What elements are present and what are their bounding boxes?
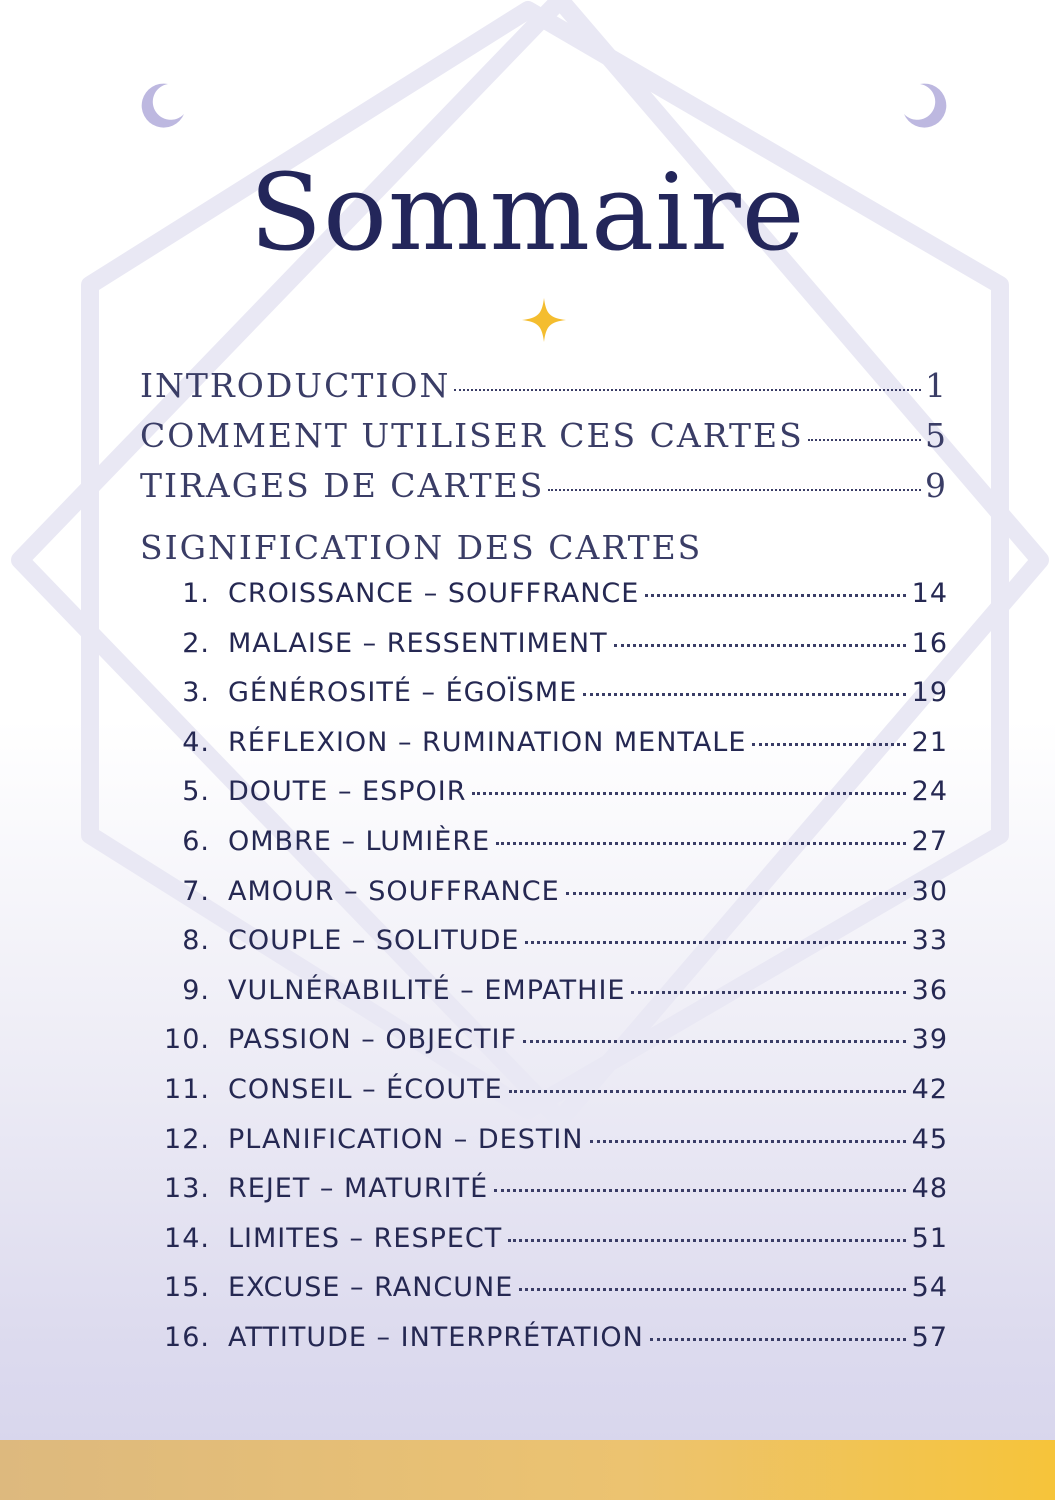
card-number: 7. — [182, 875, 210, 907]
toc-leader-dots — [472, 792, 905, 795]
card-label: REJET – MATURITÉ — [228, 1173, 489, 1205]
toc-card-entry[interactable] — [160, 1074, 948, 1124]
toc-leader-dots — [583, 693, 905, 696]
toc-entry-page: 1 — [925, 366, 948, 405]
toc-leader-dots — [509, 1090, 906, 1093]
toc-entry-label: TIRAGES DE CARTES — [140, 466, 545, 505]
card-label: MALAISE – RESSENTIMENT — [228, 627, 608, 659]
toc-card-entry[interactable] — [160, 1322, 948, 1372]
card-number: 3. — [182, 677, 210, 709]
toc-card-entry[interactable] — [160, 776, 948, 826]
toc-leader-dots — [454, 389, 921, 391]
card-page: 48 — [911, 1173, 948, 1205]
card-number: 9. — [182, 974, 210, 1006]
card-number: 12. — [164, 1123, 210, 1155]
crescent-moon-icon — [900, 80, 950, 130]
sparkle-star-icon — [520, 296, 568, 344]
toc-leader-dots — [590, 1140, 906, 1143]
toc-leader-dots — [519, 1288, 905, 1291]
card-page: 19 — [911, 677, 948, 709]
card-page: 54 — [911, 1272, 948, 1304]
card-number: 4. — [182, 726, 210, 758]
card-label: CONSEIL – ÉCOUTE — [228, 1073, 503, 1105]
card-page: 51 — [911, 1222, 948, 1254]
toc-card-entry[interactable] — [160, 1272, 948, 1322]
card-number: 6. — [182, 825, 210, 857]
toc-entry-label: INTRODUCTION — [140, 366, 451, 405]
toc-leader-dots — [631, 991, 905, 994]
card-page: 57 — [911, 1321, 948, 1353]
toc-card-entry[interactable] — [160, 1024, 948, 1074]
toc-entry-tirages[interactable] — [140, 466, 948, 516]
toc-card-entry[interactable] — [160, 876, 948, 926]
section-heading: SIGNIFICATION DES CARTES — [140, 528, 703, 567]
card-number: 14. — [164, 1222, 210, 1254]
toc-leader-dots — [548, 489, 921, 491]
card-number: 15. — [164, 1272, 210, 1304]
card-label: OMBRE – LUMIÈRE — [228, 825, 491, 857]
card-label: COUPLE – SOLITUDE — [228, 925, 520, 957]
card-label: AMOUR – SOUFFRANCE — [228, 875, 560, 907]
toc-card-entry[interactable] — [160, 925, 948, 975]
toc-leader-dots — [566, 892, 906, 895]
toc-entry-introduction[interactable] — [140, 366, 948, 416]
card-number: 2. — [182, 627, 210, 659]
toc-leader-dots — [525, 941, 905, 944]
toc-leader-dots — [494, 1189, 905, 1192]
card-label: LIMITES – RESPECT — [228, 1222, 503, 1254]
card-label: PASSION – OBJECTIF — [228, 1024, 518, 1056]
toc-leader-dots — [808, 439, 921, 441]
toc-entry-page: 5 — [925, 416, 948, 455]
toc-entry-label: COMMENT UTILISER CES CARTES — [140, 416, 804, 455]
card-page: 24 — [911, 776, 948, 808]
card-page: 39 — [911, 1024, 948, 1056]
card-meaning-list — [160, 578, 948, 1372]
card-label: ATTITUDE – INTERPRÉTATION — [228, 1321, 644, 1353]
toc-leader-dots — [752, 743, 905, 746]
card-number: 8. — [182, 925, 210, 957]
toc-card-entry[interactable] — [160, 578, 948, 628]
card-label: DOUTE – ESPOIR — [228, 776, 467, 808]
card-label: GÉNÉROSITÉ – ÉGOÏSME — [228, 677, 578, 709]
card-page: 21 — [911, 726, 948, 758]
card-page: 33 — [911, 925, 948, 957]
toc-leader-dots — [508, 1239, 905, 1242]
card-number: 13. — [164, 1173, 210, 1205]
toc-leader-dots — [523, 1040, 906, 1043]
card-page: 30 — [911, 875, 948, 907]
toc-card-entry[interactable] — [160, 975, 948, 1025]
toc-card-entry[interactable] — [160, 727, 948, 777]
toc-entry-comment-utiliser[interactable] — [140, 416, 948, 466]
card-page: 36 — [911, 974, 948, 1006]
main-toc — [140, 366, 948, 516]
card-page: 42 — [911, 1073, 948, 1105]
toc-leader-dots — [650, 1338, 906, 1341]
card-page: 27 — [911, 825, 948, 857]
page-title: Sommaire — [249, 151, 806, 274]
toc-card-entry[interactable] — [160, 1173, 948, 1223]
toc-card-entry[interactable] — [160, 677, 948, 727]
toc-leader-dots — [614, 644, 906, 647]
crescent-moon-icon — [138, 80, 188, 130]
toc-entry-page: 9 — [925, 466, 948, 505]
card-label: VULNÉRABILITÉ – EMPATHIE — [228, 974, 626, 1006]
card-label: CROISSANCE – SOUFFRANCE — [228, 578, 640, 609]
toc-card-entry[interactable] — [160, 1124, 948, 1174]
card-page: 14 — [911, 578, 948, 609]
card-number: 1. — [182, 578, 210, 609]
toc-leader-dots — [496, 842, 905, 845]
card-number: 5. — [182, 776, 210, 808]
card-page: 45 — [911, 1123, 948, 1155]
toc-card-entry[interactable] — [160, 826, 948, 876]
card-number: 10. — [164, 1024, 210, 1056]
toc-card-entry[interactable] — [160, 628, 948, 678]
card-page: 16 — [911, 627, 948, 659]
card-label: EXCUSE – RANCUNE — [228, 1272, 514, 1304]
card-label: PLANIFICATION – DESTIN — [228, 1123, 584, 1155]
card-number: 16. — [164, 1321, 210, 1353]
card-number: 11. — [164, 1073, 210, 1105]
bottom-color-band — [0, 1440, 1055, 1500]
toc-leader-dots — [645, 594, 905, 597]
toc-card-entry[interactable] — [160, 1223, 948, 1273]
card-label: RÉFLEXION – RUMINATION MENTALE — [228, 726, 747, 758]
